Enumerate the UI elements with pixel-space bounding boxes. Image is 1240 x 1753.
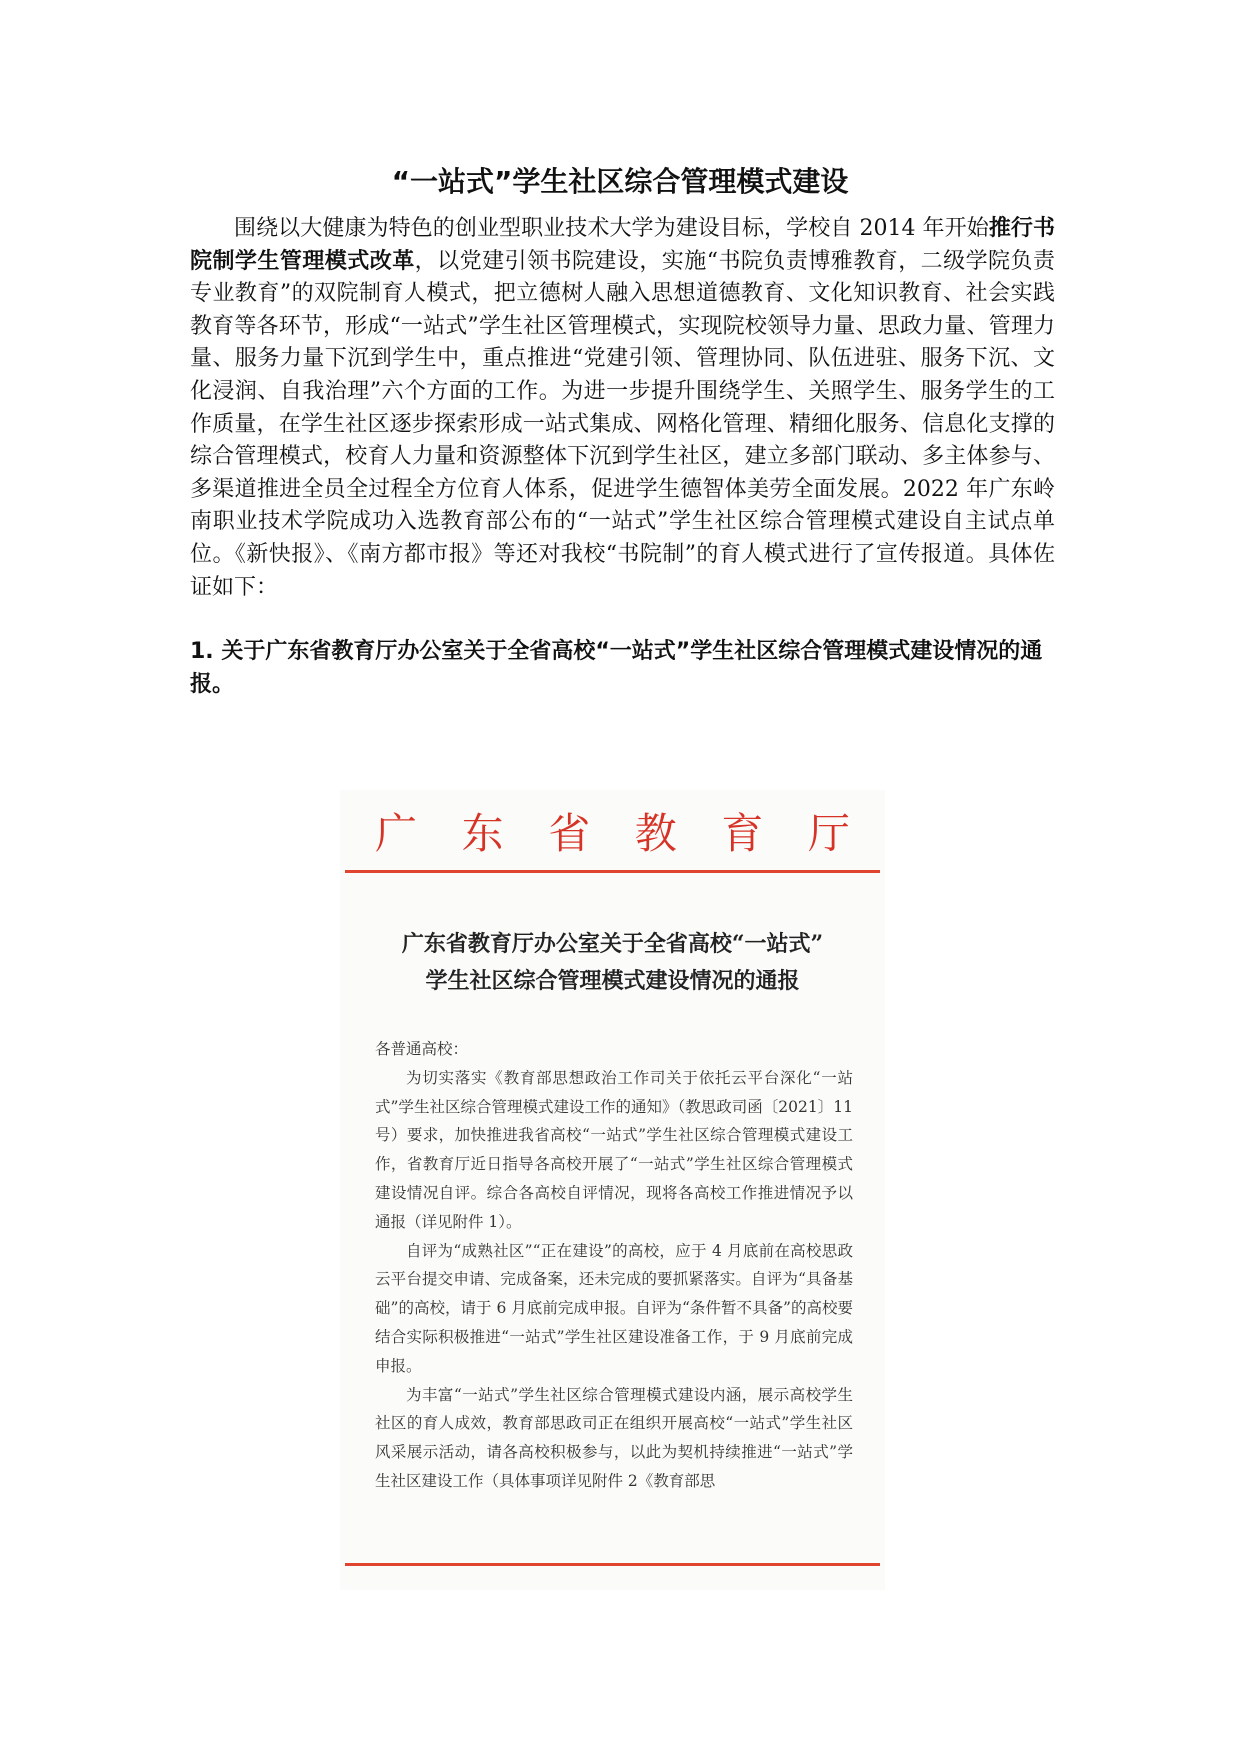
notice-paragraph: 自评为“成熟社区”“正在建设”的高校，应于 4 月底前在高校思政云平台提交申请、完成备案，还未完成的要抓紧落实。自评为“具备基础”的高校，请于 6 月底前完成申报。自评为“条件暂不具备”的高校要结合实际积极推进“一站式”学生社区建设准备工作，于 9 月底前完成申报。 xyxy=(375,1241,853,1375)
notice-title xyxy=(340,926,885,1000)
footer-red-rule xyxy=(345,1563,880,1566)
notice-paragraph: 为丰富“一站式”学生社区综合管理模式建设内涵，展示高校学生社区的育人成效，教育部思政司正在组织开展高校“一站式”学生社区风采展示活动，请各高校积极参与，以此为契机持续推进“一站式”学生社区建设工作（具体事项详见附件 2《教育部思 xyxy=(375,1385,853,1490)
letterhead xyxy=(340,808,885,860)
letterhead-char: 广 xyxy=(375,809,418,858)
evidence-item-heading: 1. 关于广东省教育厅办公室关于全省高校“一站式”学生社区综合管理模式建设情况的通报。 xyxy=(190,639,1043,697)
page-title: “一站式”学生社区综合管理模式建设 xyxy=(391,165,849,198)
letterhead-char: 省 xyxy=(548,809,591,858)
letterhead-red-rule xyxy=(345,870,880,873)
letterhead-char: 东 xyxy=(461,809,504,858)
notice-paragraph: 为切实落实《教育部思想政治工作司关于依托云平台深化“一站式”学生社区综合管理模式建设工作的通知》（教思政司函〔2021〕11 号）要求，加快推进我省高校“一站式”学生社区综合管理模式建设工作，省教育厅近日指导各高校开展了“一站式”学生社区综合管理模式建设情况自评。综合各高校自评情况，现将各高校工作推进情况予以通报（详见附件 1）。 xyxy=(375,1068,853,1231)
intro-text-start: 围绕以大健康为特色的创业型职业技术大学为建设目标，学校自 2014 年开始 xyxy=(234,216,989,241)
intro-paragraph xyxy=(190,213,1055,604)
letterhead-char: 教 xyxy=(634,809,677,858)
intro-text-rest: ，以党建引领书院建设，实施“书院负责博雅教育，二级学院负责专业教育”的双院制育人模式，把立德树人融入思想道德教育、文化知识教育、社会实践教育等各环节，形成“一站式”学生社区管理模式，实现院校领导力量、思政力量、管理力量、服务力量下沉到学生中，重点推进“党建引领、管理协同、队伍进驻、服务下沉、文化浸润、自我治理”六个方面的工作。为进一步提升围绕学生、关照学生、服务学生的工作质量，在学生社区逐步探索形成一站式集成、网格化管理、精细化服务、信息化支撑的综合管理模式，校育人力量和资源整体下沉到学生社区，建立多部门联动、多主体参与、多渠道推进全员全过程全方位育人体系，促进学生德智体美劳全面发展。2022 年广东岭南职业技术学院成功入选教育部公布的“一站式”学生社区综合管理模式建设自主试点单位。《新快报》、《南方都市报》等还对我校“书院制”的育人模式进行了宣传报道。具体佐证如下： xyxy=(190,248,1055,600)
notice-title-line2: 学生社区综合管理模式建设情况的通报 xyxy=(425,968,800,994)
intro-emphasis: 推行书院制学生管理模式改革 xyxy=(190,216,1055,274)
notice-title-line1: 广东省教育厅办公室关于全省高校“一站式” xyxy=(401,931,824,957)
letterhead-char: 厅 xyxy=(807,809,850,858)
notice-body xyxy=(375,1035,853,1496)
scanned-notice-image xyxy=(340,790,885,1590)
notice-salutation: 各普通高校： xyxy=(375,1040,469,1058)
letterhead-char: 育 xyxy=(721,809,764,858)
